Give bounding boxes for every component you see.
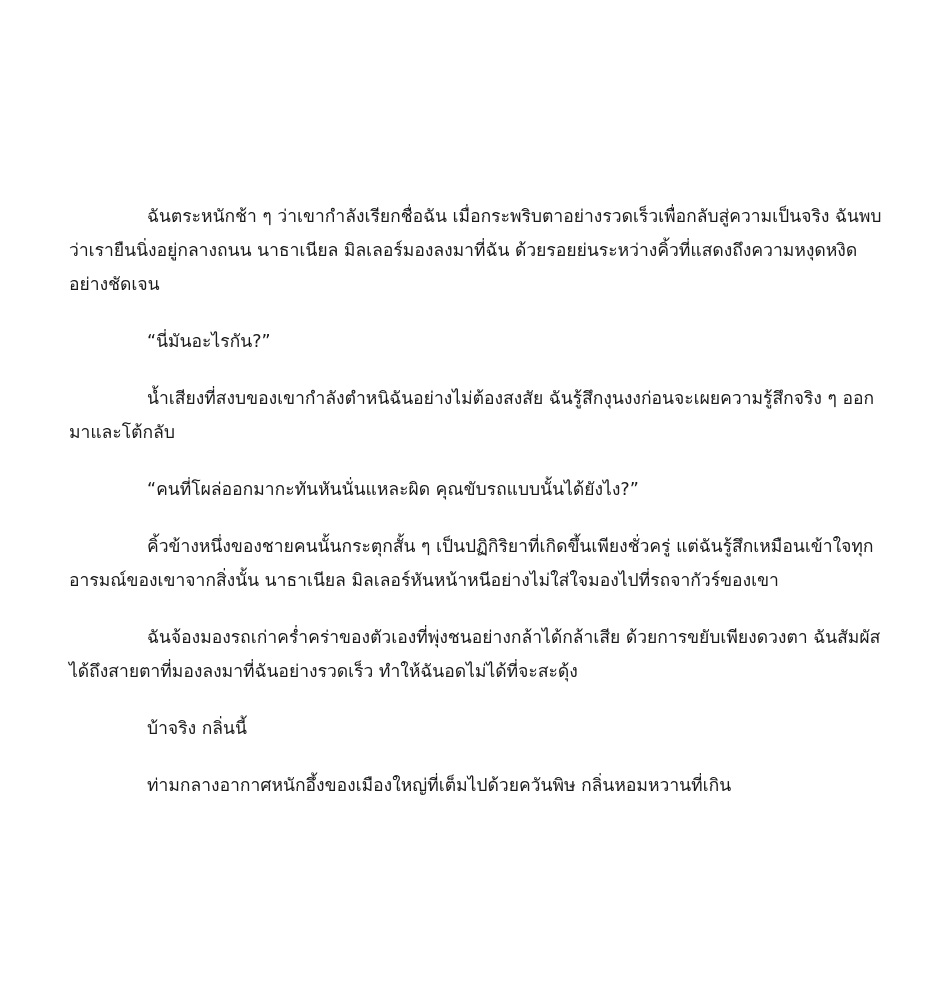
paragraph-4: “คนที่โผล่ออกมากะทันหันนั่นแหละผิด คุณขับรถแบบนั้นได้ยังไง?” (147, 480, 639, 500)
paragraph-7: บ้าจริง กลิ่นนี้ (147, 719, 247, 739)
story-text (69, 200, 889, 826)
paragraph-6: ฉันจ้องมองรถเก่าคร่ำคร่าของตัวเองที่พุ่งชนอย่างกล้าได้กล้าเสีย ด้วยการขยับเพียงดวงตา ฉันสัมผัสได้ถึงสายตาที่มองลงมาที่ฉันอย่างรวดเร็ว ทำให้ฉันอดไม่ได้ที่จะสะดุ้ง (69, 628, 881, 682)
paragraph-3: น้ำเสียงที่สงบของเขากำลังตำหนิฉันอย่างไม่ต้องสงสัย ฉันรู้สึกงุนงงก่อนจะเผยความรู้สึกจริง ๆ ออกมาและโต้กลับ (69, 389, 875, 443)
paragraph-5: คิ้วข้างหนึ่งของชายคนนั้นกระตุกสั้น ๆ เป็นปฏิกิริยาที่เกิดขึ้นเพียงชั่วครู่ แต่ฉันรู้สึกเหมือนเข้าใจทุกอารมณ์ของเขาจากสิ่งนั้น นาธาเนียล มิลเลอร์หันหน้าหนีอย่างไม่ใส่ใจมองไปที่รถจากัวร์ของเขา (69, 537, 874, 591)
paragraph-8: ท่ามกลางอากาศหนักอึ้งของเมืองใหญ่ที่เต็มไปด้วยควันพิษ กลิ่นหอมหวานที่เกิน (147, 776, 732, 796)
paragraph-1: ฉันตระหนักช้า ๆ ว่าเขากำลังเรียกชื่อฉัน เมื่อกระพริบตาอย่างรวดเร็วเพื่อกลับสู่ความเป็นจริง ฉันพบว่าเรายืนนิ่งอยู่กลางถนน นาธาเนียล มิลเลอร์มองลงมาที่ฉัน ด้วยรอยย่นระหว่างคิ้วที่แสดงถึงความหงุดหงิดอย่างชัดเจน (69, 207, 882, 295)
paragraph-2: “นี่มันอะไรกัน?” (147, 332, 271, 352)
